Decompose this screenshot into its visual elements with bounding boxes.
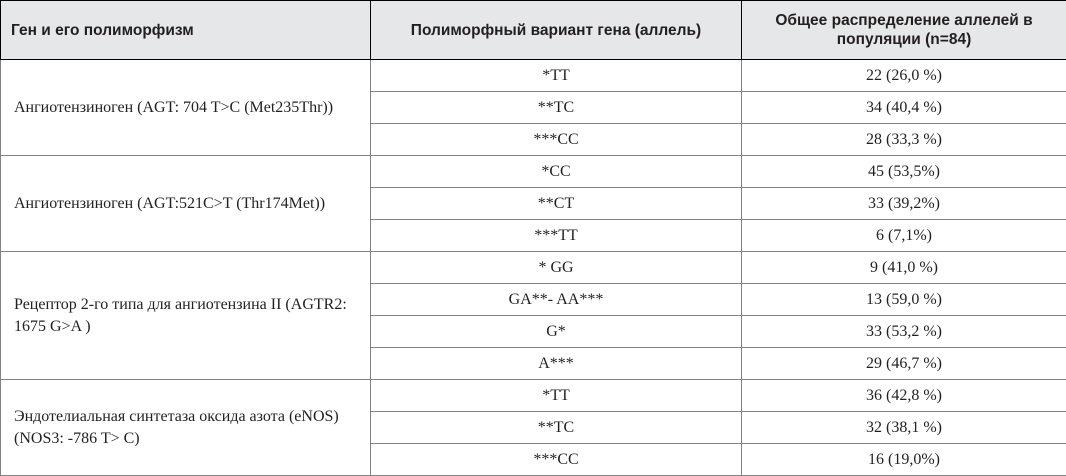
distribution-cell: 16 (19,0%) [742,444,1066,476]
distribution-cell: 6 (7,1%) [742,220,1066,252]
variant-cell: *TT [371,60,742,92]
variant-cell: **TC [371,92,742,124]
distribution-cell: 28 (33,3 %) [742,124,1066,156]
distribution-cell: 32 (38,1 %) [742,412,1066,444]
variant-cell: *TT [371,380,742,412]
gene-cell: Ангиотензиноген (AGT: 704 T>C (Met235Thr)) [1,60,371,156]
variant-cell: ***CC [371,444,742,476]
distribution-cell: 13 (59,0 %) [742,284,1066,316]
gene-cell: Эндотелиальная синтетаза оксида азота (eNOS) (NOS3: -786 T> C) [1,380,371,476]
table-row [1,252,1066,284]
distribution-cell: 45 (53,5%) [742,156,1066,188]
table-row [1,380,1066,412]
distribution-cell: 9 (41,0 %) [742,252,1066,284]
header-distribution: Общее распределение аллелей в популяции (n=84) [742,1,1066,60]
gene-cell: Рецептор 2-го типа для ангиотензина II (AGTR2: 1675 G>A ) [1,252,371,380]
variant-cell: GA**- AA*** [371,284,742,316]
distribution-cell: 33 (39,2%) [742,188,1066,220]
variant-cell: **CT [371,188,742,220]
header-gene: Ген и его полиморфизм [1,1,371,60]
table-row [1,156,1066,188]
variant-cell: ***TT [371,220,742,252]
table-row [1,60,1066,92]
header-variant: Полиморфный вариант гена (аллель) [371,1,742,60]
variant-cell: G* [371,316,742,348]
variant-cell: ***CC [371,124,742,156]
variant-cell: A*** [371,348,742,380]
header-row [1,1,1066,60]
distribution-cell: 34 (40,4 %) [742,92,1066,124]
gene-cell: Ангиотензиноген (AGT:521C>T (Thr174Met)) [1,156,371,252]
distribution-cell: 33 (53,2 %) [742,316,1066,348]
variant-cell: * GG [371,252,742,284]
distribution-cell: 22 (26,0 %) [742,60,1066,92]
distribution-cell: 29 (46,7 %) [742,348,1066,380]
distribution-cell: 36 (42,8 %) [742,380,1066,412]
variant-cell: *CC [371,156,742,188]
variant-cell: **TC [371,412,742,444]
